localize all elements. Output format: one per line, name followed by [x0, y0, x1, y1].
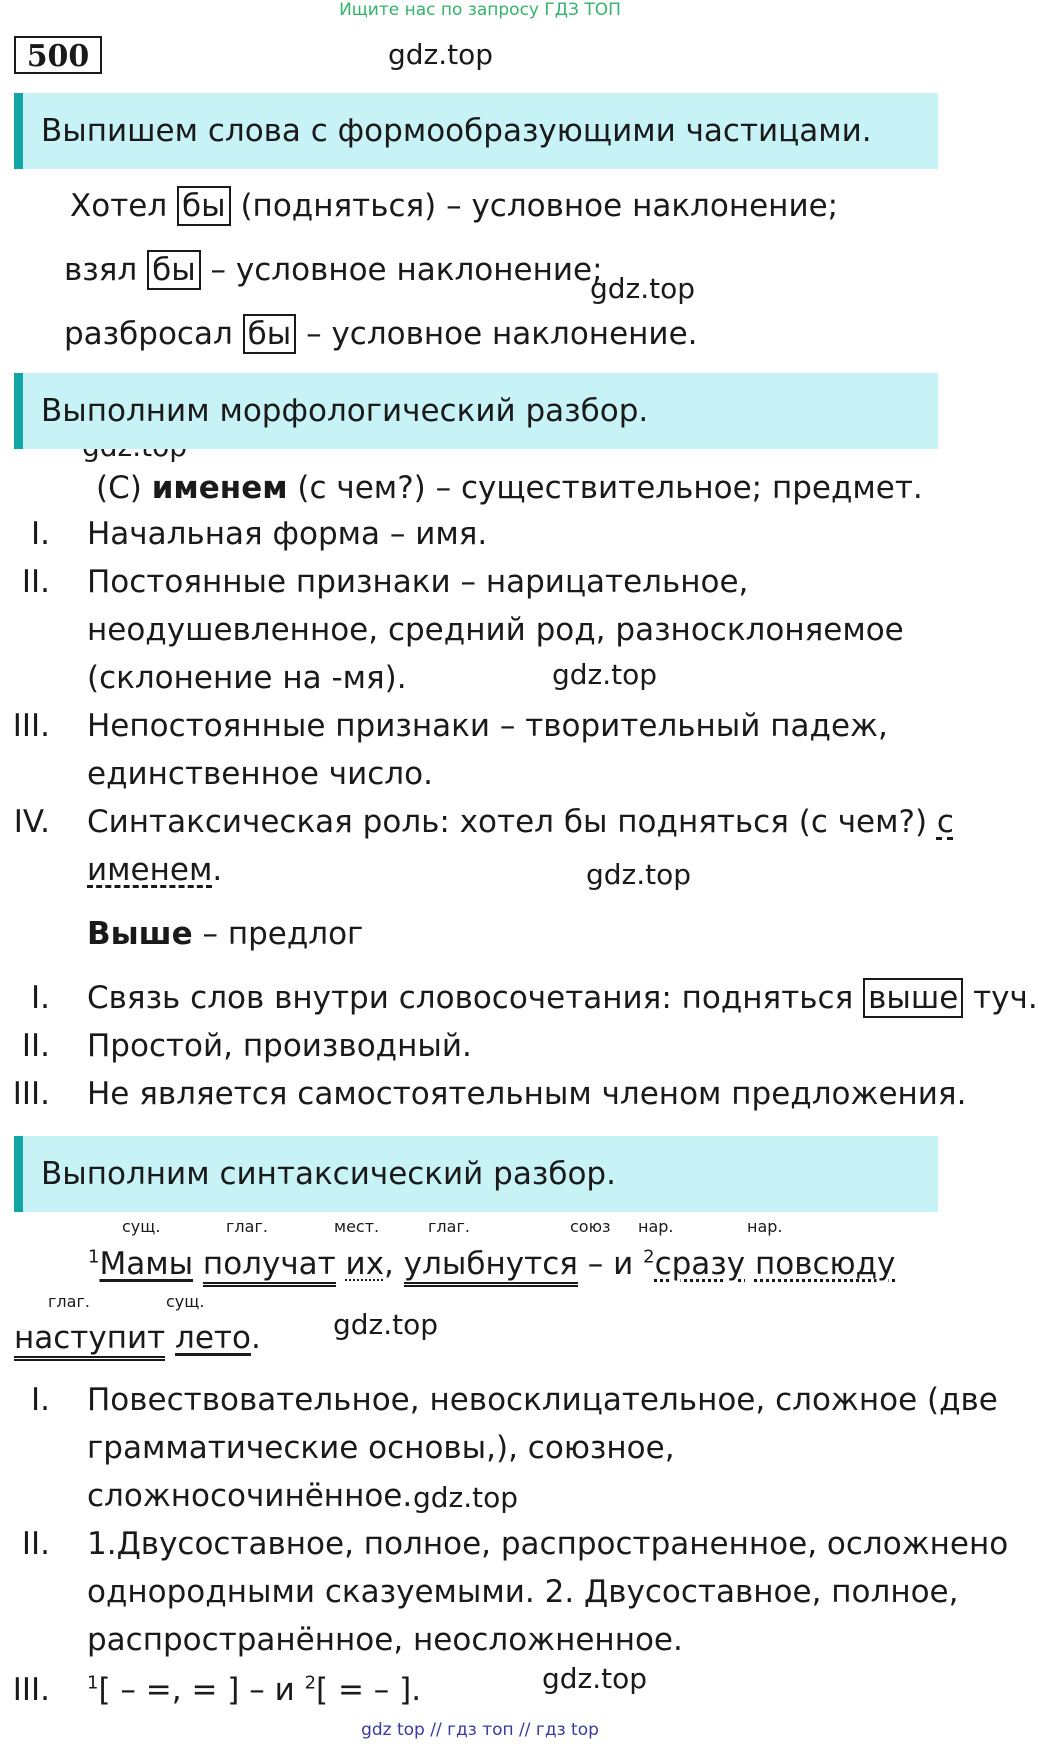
watermark: gdz.top: [413, 1481, 519, 1514]
list-item: Повествовательное, невосклицательное, сложное (две: [87, 1382, 998, 1418]
item-number: II.: [21, 564, 50, 600]
list-item: Постоянные признаки – нарицательное,: [87, 564, 749, 600]
pos-label: сущ.: [166, 1292, 205, 1311]
list-item: 1.Двусоставное, полное, распространенное, осложнено: [87, 1526, 1009, 1562]
sentence-line: $^1$Мамы получат их, улыбнутся – и $^2$сразу повсюду: [88, 1246, 895, 1282]
item-number: II.: [21, 1028, 50, 1064]
item-number: IV.: [13, 804, 50, 840]
list-item: Связь слов внутри словосочетания: подняться выше туч.: [87, 980, 1038, 1016]
task-number: 500: [14, 36, 102, 74]
list-item: Непостоянные признаки – творительный падеж,: [87, 708, 888, 744]
list-item: именем.: [87, 852, 223, 888]
preposition-heading: Выше – предлог: [87, 916, 364, 952]
watermark: gdz.top: [590, 272, 696, 305]
list-item: Синтаксическая роль: хотел бы подняться (с чем?) с: [87, 804, 954, 840]
list-item: единственное число.: [87, 756, 433, 792]
top-banner: Ищите нас по запросу ГДЗ ТОП: [339, 0, 621, 20]
particle-line: Хотел бы (подняться) – условное наклонение;: [70, 188, 839, 224]
particle-box: бы: [147, 250, 201, 290]
particle-box: бы: [177, 186, 231, 226]
list-item: грамматические основы,), союзное,: [87, 1430, 675, 1466]
list-item: неодушевленное, средний род, разносклоняемое: [87, 612, 904, 648]
particle-line: взял бы – условное наклонение;: [64, 252, 603, 288]
list-item: сложносочинённое.: [87, 1478, 413, 1514]
item-number: III.: [12, 1672, 50, 1708]
pos-label: глаг.: [48, 1292, 90, 1311]
list-item: однородными сказуемыми. 2. Двусоставное, полное,: [87, 1574, 959, 1610]
footer-links[interactable]: gdz top // гдз топ // гдз top: [361, 1720, 599, 1740]
pos-label: глаг.: [226, 1217, 268, 1236]
pos-label: сущ.: [122, 1217, 161, 1236]
pos-label: мест.: [334, 1217, 380, 1236]
section-header-syntax: Выполним синтаксический разбор.: [14, 1136, 938, 1212]
item-number: II.: [21, 1526, 50, 1562]
sentence-scheme: $^1$[ – =, = ] – и $^2$[ = – ].: [87, 1672, 422, 1708]
list-item: Простой, производный.: [87, 1028, 472, 1064]
section-header-morphology: Выполним морфологический разбор.: [14, 373, 938, 449]
item-number: III.: [12, 708, 50, 744]
noun-heading: (С) именем (с чем?) – существительное; предмет.: [96, 470, 923, 506]
item-number: III.: [12, 1076, 50, 1112]
watermark: gdz.top: [333, 1308, 439, 1341]
sentence-line: наступит лето.: [14, 1320, 261, 1356]
pos-label: нар.: [638, 1217, 674, 1236]
list-item: Не является самостоятельным членом предложения.: [87, 1076, 967, 1112]
list-item: Начальная форма – имя.: [87, 516, 488, 552]
pos-label: союз: [570, 1217, 611, 1236]
pos-label: глаг.: [428, 1217, 470, 1236]
item-number: I.: [31, 980, 50, 1016]
list-item: распространённое, неосложненное.: [87, 1622, 683, 1658]
watermark: gdz.top: [552, 658, 658, 691]
item-number: I.: [31, 516, 50, 552]
particle-box: бы: [243, 314, 297, 354]
particle-line: разбросал бы – условное наклонение.: [64, 316, 698, 352]
watermark: gdz.top: [542, 1662, 648, 1695]
pos-label: нар.: [747, 1217, 783, 1236]
watermark: gdz.top: [388, 38, 494, 71]
list-item: (склонение на -мя).: [87, 660, 407, 696]
watermark: gdz.top: [586, 858, 692, 891]
item-number: I.: [31, 1382, 50, 1418]
section-header-particles: Выпишем слова с формообразующими частицами.: [14, 93, 938, 169]
